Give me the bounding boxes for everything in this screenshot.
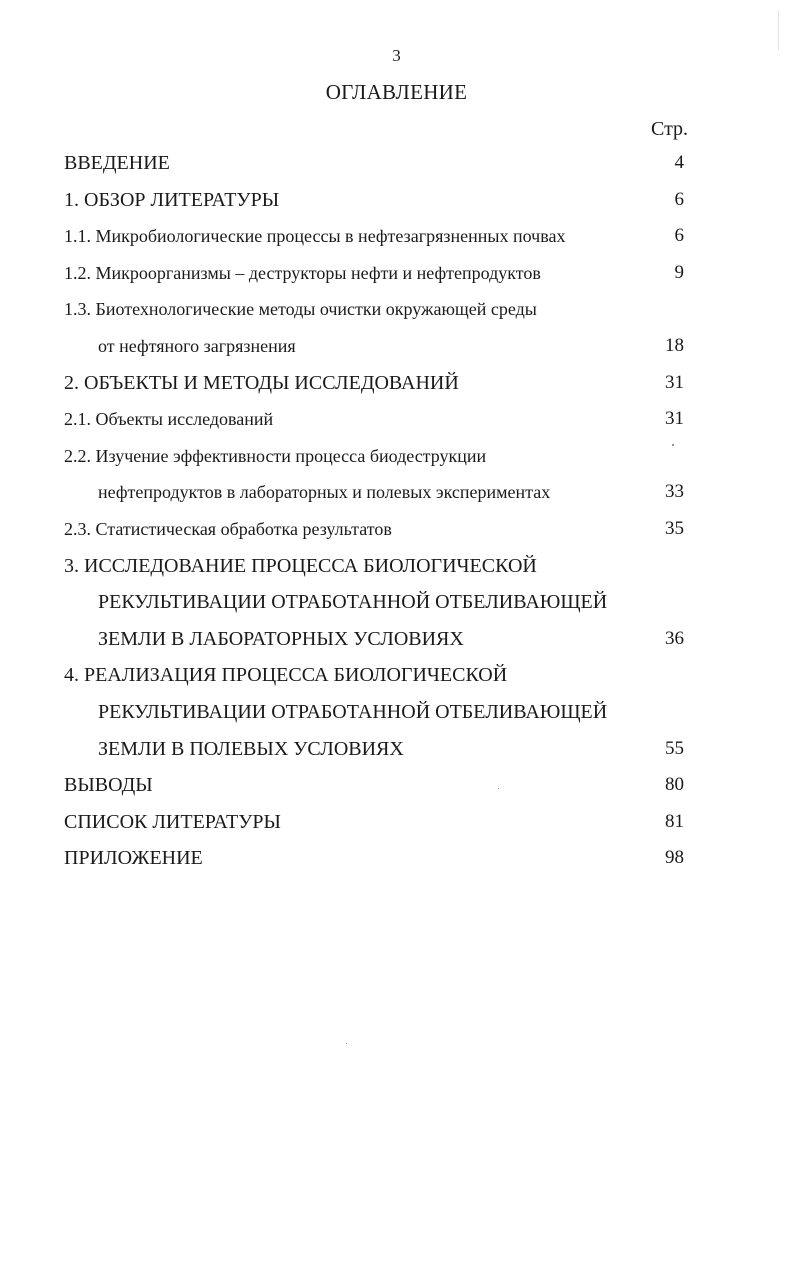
toc-entry-text: 3. ИССЛЕДОВАНИЕ ПРОЦЕССА БИОЛОГИЧЕСКОЙ — [64, 554, 537, 577]
page-number: 3 — [392, 46, 401, 65]
toc-entry-section-2-3[interactable] — [64, 511, 704, 548]
toc-entry-text: СПИСОК ЛИТЕРАТУРЫ — [64, 810, 281, 833]
toc-entry-page: 55 — [665, 737, 684, 759]
toc-entry-introduction[interactable] — [64, 145, 704, 182]
toc-title: ОГЛАВЛЕНИЕ — [325, 80, 468, 104]
toc-entry-chapter-3[interactable] — [64, 548, 704, 658]
toc-entry-text-continued: от нефтяного загрязнения — [98, 335, 296, 356]
toc-entry-text: 2. ОБЪЕКТЫ И МЕТОДЫ ИССЛЕДОВАНИЙ — [64, 371, 459, 394]
toc-entry-conclusions[interactable] — [64, 767, 704, 804]
toc-entry-page: 4 — [674, 152, 684, 173]
toc-entry-text-continued: нефтепродуктов в лабораторных и полевых экспериментах — [98, 482, 551, 503]
scan-speck — [672, 444, 674, 446]
toc-entry-text-continued: РЕКУЛЬТИВАЦИИ ОТРАБОТАННОЙ ОТБЕЛИВАЮЩЕЙ — [98, 700, 608, 723]
table-of-contents — [64, 145, 704, 877]
toc-entry-chapter-4[interactable] — [64, 657, 704, 767]
toc-entry-page: 9 — [674, 261, 684, 283]
toc-entry-chapter-1[interactable] — [64, 182, 704, 219]
page-column-header: Стр. — [651, 118, 689, 140]
toc-entry-text: ПРИЛОЖЕНИЕ — [64, 847, 203, 870]
toc-entry-section-1-2[interactable] — [64, 255, 704, 292]
toc-entry-text: 1. ОБЗОР ЛИТЕРАТУРЫ — [64, 188, 280, 211]
toc-entry-page: 81 — [665, 810, 684, 832]
toc-entry-chapter-2[interactable] — [64, 365, 704, 402]
toc-entry-page: 35 — [665, 517, 684, 539]
toc-entry-text: 1.1. Микробиологические процессы в нефтезагрязненных почвах — [64, 226, 566, 247]
toc-entry-page: 6 — [674, 225, 684, 247]
toc-entry-page: 33 — [665, 481, 684, 503]
toc-entry-page: 18 — [665, 334, 684, 356]
toc-entry-text: 2.3. Статистическая обработка результатов — [64, 518, 392, 539]
toc-entry-text: 2.1. Объекты исследований — [64, 409, 274, 430]
scan-speck — [498, 788, 499, 789]
toc-entry-page: 31 — [665, 371, 684, 393]
toc-entry-page: 98 — [665, 847, 684, 869]
toc-entry-text: 2.2. Изучение эффективности процесса биодеструкции — [64, 445, 487, 466]
toc-entry-text-continued: ЗЕМЛИ В ПОЛЕВЫХ УСЛОВИЯХ — [98, 737, 404, 760]
toc-entry-text: ВВЕДЕНИЕ — [64, 152, 170, 174]
scan-speck — [778, 10, 779, 50]
toc-entry-text: 4. РЕАЛИЗАЦИЯ ПРОЦЕССА БИОЛОГИЧЕСКОЙ — [64, 664, 508, 687]
toc-entry-page: 80 — [665, 774, 684, 796]
toc-entry-text-continued: ЗЕМЛИ В ЛАБОРАТОРНЫХ УСЛОВИЯХ — [98, 627, 464, 650]
toc-entry-section-1-3[interactable] — [64, 291, 704, 364]
toc-entry-text-continued: РЕКУЛЬТИВАЦИИ ОТРАБОТАННОЙ ОТБЕЛИВАЮЩЕЙ — [98, 591, 608, 614]
toc-entry-text: 1.3. Биотехнологические методы очистки окружающей среды — [64, 299, 537, 320]
toc-entry-page: 6 — [674, 188, 684, 210]
toc-entry-appendix[interactable] — [64, 840, 704, 877]
scan-speck — [346, 1043, 347, 1044]
toc-entry-page: 31 — [665, 408, 684, 430]
toc-entry-section-2-2[interactable] — [64, 438, 704, 511]
toc-entry-page: 36 — [665, 627, 684, 649]
toc-entry-section-1-1[interactable] — [64, 218, 704, 255]
toc-entry-references[interactable] — [64, 804, 704, 841]
toc-entry-text: 1.2. Микроорганизмы – деструкторы нефти и нефтепродуктов — [64, 262, 541, 283]
toc-entry-section-2-1[interactable] — [64, 401, 704, 438]
toc-entry-text: ВЫВОДЫ — [64, 774, 153, 797]
